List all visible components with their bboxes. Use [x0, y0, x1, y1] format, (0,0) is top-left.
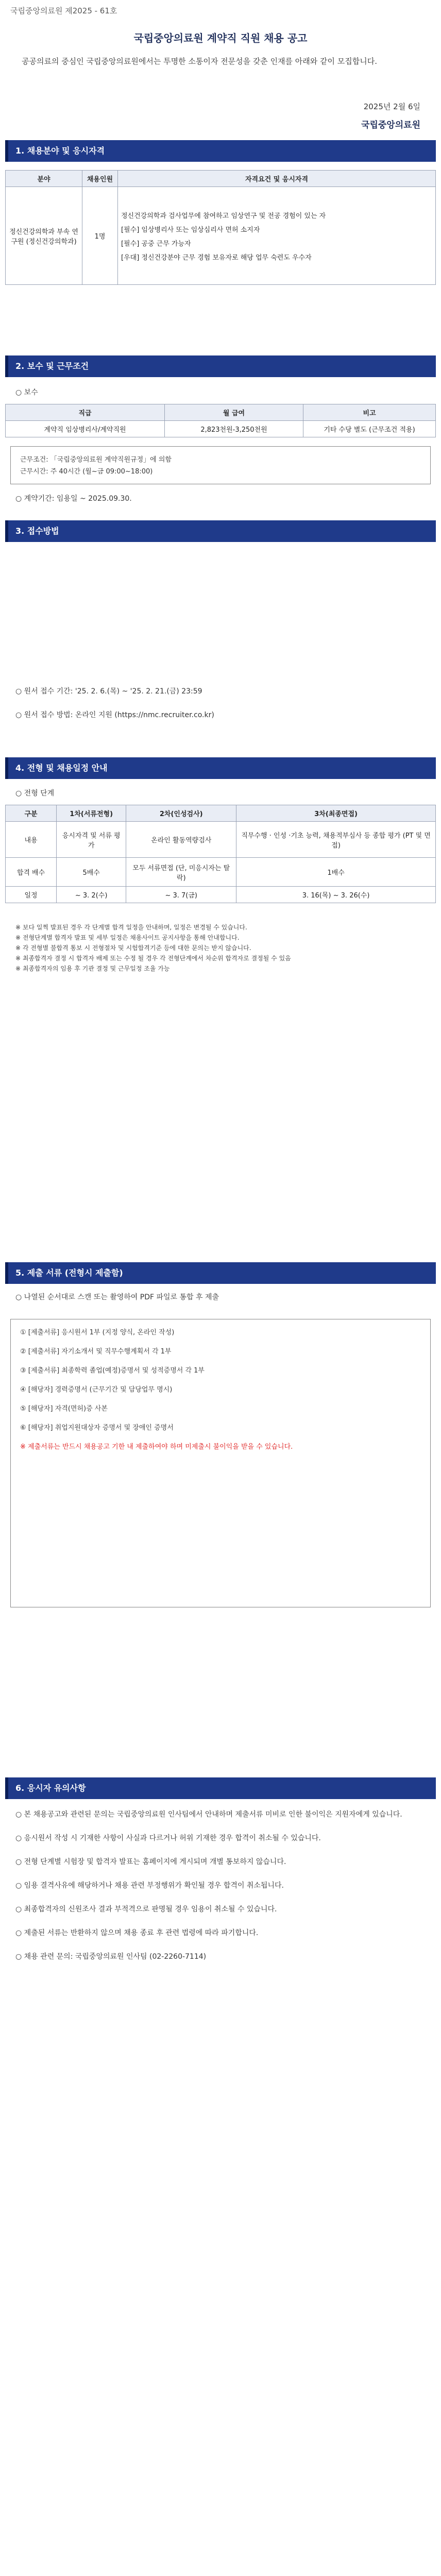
th-salary: 월 급여 — [165, 404, 303, 421]
qual-item: [우대] 정신건강분야 근무 경험 보유자로 해당 업무 숙련도 우수자 — [121, 253, 312, 262]
stages-table — [5, 805, 436, 903]
stage-cell: 모두 서류면접 (단, 미응시자는 탈락) — [126, 858, 236, 887]
notice-item: ○ 채용 관련 문의: 국립중앙의료원 인사팀 (02-2260-7114) — [15, 1953, 207, 1961]
pay-condition: 근무시간: 주 40시간 (월~금 09:00~18:00) — [20, 468, 153, 476]
section-header-stages: 4. 전형 및 채용일정 안내 — [5, 757, 436, 779]
recruit-table — [5, 170, 436, 285]
notice-item: ○ 응시원서 작성 시 기재한 사항이 사실과 다르거나 허위 기재한 경우 합격이 취소될 수 있습니다. — [15, 1834, 321, 1842]
section-header-apply: 3. 접수방법 — [5, 520, 436, 542]
stages-label: ○ 전형 단계 — [15, 789, 55, 798]
pay-condition: 근무조건: 「국립중앙의료원 계약직원규정」에 의함 — [20, 456, 172, 464]
document-item: ④ [해당자] 경력증명서 (근무기간 및 담당업무 명시) — [20, 1386, 173, 1394]
quals-cell — [118, 187, 436, 285]
stage-cell: 3. 16(목) ~ 3. 26(수) — [236, 887, 436, 903]
documents-box — [10, 1319, 431, 1607]
notice-item: ○ 임용 결격사유에 해당하거나 채용 관련 부정행위가 확인될 경우 합격이 취소됩니다. — [15, 1882, 284, 1890]
stages-note: ※ 보다 일찍 발표된 경우 각 단계별 합격 일정을 안내하며, 일정은 변경될 수 있습니다. — [15, 924, 247, 931]
stage-cell: 응시자격 및 서류 평가 — [57, 822, 126, 858]
qual-item: 정신건강의학과 검사업무에 참여하고 임상연구 및 전공 경험이 있는 자 — [121, 212, 326, 220]
section-header-notices: 6. 응시자 유의사항 — [5, 1777, 436, 1799]
pay-remark-cell: 기타 수당 별도 (근무조건 적용) — [303, 421, 436, 437]
th-grade: 직급 — [6, 404, 165, 421]
stages-notes — [15, 922, 426, 974]
doc-number: 국립중앙의료원 제2025 - 61호 — [10, 6, 117, 15]
document-item: ⑥ [해당자] 취업지원대상자 증명서 및 장애인 증명서 — [20, 1424, 174, 1432]
stage-cell: ~ 3. 2(수) — [57, 887, 126, 903]
notice-item: ○ 제출된 서류는 반환하지 않으며 채용 종료 후 관련 법령에 따라 파기합니다. — [15, 1929, 259, 1937]
th-remark: 비고 — [303, 404, 436, 421]
documents-intro: ○ 나열된 순서대로 스캔 또는 촬영하여 PDF 파일로 통합 후 제출 — [15, 1293, 219, 1301]
stage-cell: 직무수행 · 인성 ·기초 능력, 채용적부심사 등 종합 평가 (PT 및 면접) — [236, 822, 436, 858]
document-item: ② [제출서류] 자기소개서 및 직무수행계획서 각 1부 — [20, 1348, 172, 1355]
section-header-documents: 5. 제출 서류 (전형시 제출함) — [5, 1262, 436, 1284]
apply-period: ○ 원서 접수 기간: '25. 2. 6.(목) ~ '25. 2. 21.(금) 23:59 — [15, 687, 202, 696]
th-stage-type: 구분 — [6, 805, 57, 822]
notice-item: ○ 전형 단계별 시험장 및 합격자 발표는 홈페이지에 게시되며 개별 통보하지 않습니다. — [15, 1858, 286, 1866]
section-header-recruit: 1. 채용분야 및 응시자격 — [5, 140, 436, 162]
pay-table — [5, 404, 436, 437]
pay-salary-cell: 2,823천원-3,250천원 — [165, 421, 303, 437]
announcement-date: 2025년 2월 6일 — [363, 102, 420, 111]
stage-cell: 5배수 — [57, 858, 126, 887]
notice-item: ○ 본 채용공고와 관련된 문의는 국립중앙의료원 인사팀에서 안내하며 제출서류 미비로 인한 불이익은 지원자에게 있습니다. — [15, 1810, 402, 1819]
stages-note: ※ 전형단계별 합격자 발표 및 세부 일정은 채용사이트 공지사항을 통해 안내합니다. — [15, 934, 240, 941]
notices-list — [15, 1808, 426, 1963]
pay-intro: ○ 보수 — [15, 388, 38, 397]
qual-item: [필수] 공중 근무 가능자 — [121, 240, 191, 248]
th-field: 분야 — [6, 171, 82, 187]
stage-row-label: 합격 배수 — [6, 858, 57, 887]
th-stage-3: 3차(최종면접) — [236, 805, 436, 822]
section-header-pay: 2. 보수 및 근무조건 — [5, 355, 436, 377]
stage-row-label: 일정 — [6, 887, 57, 903]
stage-row-label: 내용 — [6, 822, 57, 858]
count-cell: 1명 — [82, 187, 118, 285]
stages-note: ※ 각 전형별 불합격 통보 시 전형절차 및 시험합격기준 등에 대한 문의는 받지 않습니다. — [15, 944, 251, 952]
documents-note: ※ 제출서류는 반드시 채용공고 기한 내 제출하여야 하며 미제출시 불이익을 받을 수 있습니다. — [20, 1443, 293, 1451]
document-item: ③ [제출서류] 최종학력 졸업(예정)증명서 및 성적증명서 각 1부 — [20, 1367, 205, 1375]
apply-method: ○ 원서 접수 방법: 온라인 지원 (https://nmc.recruiter.co.kr) — [15, 711, 214, 719]
stages-note: ※ 최종합격자 결정 시 합격자 배제 또는 수정 될 경우 각 전형단계에서 차순위 합격자로 결정될 수 있음 — [15, 955, 291, 962]
notice-item: ○ 최종합격자의 신원조사 결과 부적격으로 판명될 경우 임용이 취소될 수 있습니다. — [15, 1905, 277, 1913]
th-count: 채용인원 — [82, 171, 118, 187]
th-quals: 자격요건 및 응시자격 — [118, 171, 436, 187]
agency-name: 국립중앙의료원 — [361, 120, 420, 130]
th-stage-2: 2차(인성검사) — [126, 805, 236, 822]
document-item: ⑤ [해당자] 자격(면허)증 사본 — [20, 1405, 108, 1413]
stages-note: ※ 최종합격자의 임용 후 기관 결정 및 근무일정 조율 가능 — [15, 965, 170, 972]
field-cell: 정신건강의학과 부속 연구원 (정신건강의학과) — [6, 187, 82, 285]
pay-grade-cell: 계약직 임상병리사/계약직원 — [6, 421, 165, 437]
pay-conditions-box — [10, 446, 431, 484]
contract-period: ○ 계약기간: 임용일 ~ 2025.09.30. — [15, 495, 132, 503]
th-stage-1: 1차(서류전형) — [57, 805, 126, 822]
stage-cell: ~ 3. 7(금) — [126, 887, 236, 903]
page-title: 국립중앙의료원 계약직 직원 채용 공고 — [133, 32, 308, 44]
qual-item: [필수] 임상병리사 또는 임상심리사 면허 소지자 — [121, 226, 260, 234]
document-item: ① [제출서류] 응시원서 1부 (지정 양식, 온라인 작성) — [20, 1329, 175, 1336]
stage-cell: 1배수 — [236, 858, 436, 887]
stage-cell: 온라인 활동역량검사 — [126, 822, 236, 858]
intro-text: 공공의료의 중심인 국립중앙의료원에서는 투명한 소통이자 전문성을 갖춘 인재를 아래와 같이 모집합니다. — [22, 57, 378, 66]
